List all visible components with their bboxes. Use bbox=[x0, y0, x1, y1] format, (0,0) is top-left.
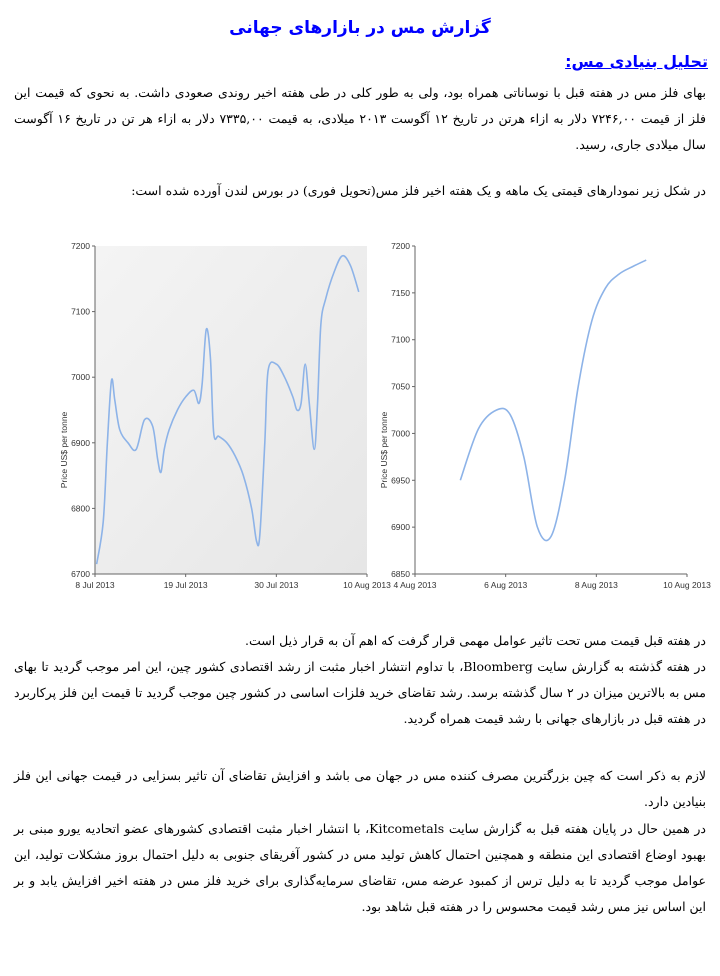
page-title: گزارش مس در بازارهای جهانی bbox=[229, 18, 491, 38]
x-tick-label: 10 Aug 2013 bbox=[663, 580, 711, 590]
y-axis-label: Price US$ per tonne bbox=[379, 411, 389, 489]
y-tick-label: 7100 bbox=[391, 334, 410, 345]
x-tick-label: 8 Aug 2013 bbox=[574, 580, 618, 590]
paragraph-chart-caption: در شکل زیر نمودارهای قیمتی یک ماهه و یک هفته اخیر فلز مس(تحویل فوری) در بورس لندن آورده شده است: bbox=[131, 183, 706, 198]
paragraph-bloomberg: در هفته گذشته به گزارش سایت Bloomberg، با تداوم انتشار اخبار مثبت از رشد اقتصادی کشور چین، این امر موجب گردید تا بهای مس به بالاترین میزان در ۲ سال گذشته برسد. رشد تقاضای خرید فلزات اساسی در کشور چین موجب گردید تا قیمت این فلز پرکاربرد در هفته قبل در بازارهای جهانی با رشد قیمت همراه گردید. bbox=[14, 659, 706, 726]
y-tick-label: 6950 bbox=[391, 475, 410, 486]
weekly-price-chart bbox=[375, 238, 711, 618]
y-tick-label: 7200 bbox=[391, 241, 410, 251]
paragraph-factors-intro: در هفته قبل قیمت مس تحت تاثیر عوامل مهمی قرار گرفت که اهم آن به قرار ذیل است. bbox=[245, 633, 706, 648]
x-tick-label: 19 Jul 2013 bbox=[163, 580, 208, 590]
y-tick-label: 6850 bbox=[391, 569, 410, 579]
x-tick-label: 10 Aug 2013 bbox=[343, 580, 391, 590]
y-tick-label: 6900 bbox=[71, 437, 90, 448]
paragraph-intro: بهای فلز مس در هفته قبل با نوساناتی همراه بود، ولی به طور کلی در طی هفته اخیر روندی صعودی داشت. به نحوی که قیمت این فلز از قیمت ۷۲۴۶,۰۰ دلار به ازاء هرتن در تاریخ ۱۲ آگوست ۲۰۱۳ میلادی، به قیمت ۷۳۳۵,۰۰ دلار به ازاء هر تن در تاریخ ۱۶ آگوست سال میلادی جاری، رسید. bbox=[14, 85, 706, 152]
y-axis-label: Price US$ per tonne bbox=[59, 411, 69, 489]
x-tick-label: 30 Jul 2013 bbox=[254, 580, 299, 590]
y-tick-label: 6700 bbox=[71, 569, 90, 579]
x-tick-label: 8 Jul 2013 bbox=[75, 580, 115, 590]
paragraph-kitcometals: در همین حال در پایان هفته قبل به گزارش سایت Kitcometals، با انتشار اخبار مثبت اقتصادی کشورهای عضو اتحادیه یورو مبنی بر بهبود اوضاع اقتصادی این منطقه و همچنین احتمال کاهش تولید مس در کشور آفریقای جنوبی به دلیل احتمال بروز مشکلات تولید، این عوامل موجب گردید تا به دلیل ترس از کمبود عرضه مس، تقاضای سرمایه‌گذاری برای خرید فلز مس در هفته اخیر افزایش یابد و بر این اساس نیز مس رشد قیمت محسوس را در هفته قبل شاهد بود. bbox=[14, 821, 706, 914]
paragraph-china-demand: لازم به ذکر است که چین بزرگترین مصرف کننده مس در جهان می باشد و افزایش تقاضای آن تاثیر بسزایی در قیمت جهانی این فلز بنیادین دارد. bbox=[14, 768, 706, 809]
y-tick-label: 7050 bbox=[391, 381, 410, 392]
y-tick-label: 7150 bbox=[391, 287, 410, 298]
y-tick-label: 6900 bbox=[391, 522, 410, 533]
section-heading: تحلیل بنیادی مس: bbox=[565, 52, 708, 71]
x-tick-label: 4 Aug 2013 bbox=[393, 580, 437, 590]
y-tick-label: 6800 bbox=[71, 503, 90, 514]
monthly-price-chart bbox=[55, 238, 391, 618]
y-tick-label: 7000 bbox=[71, 372, 90, 383]
price-series-line bbox=[460, 260, 646, 540]
y-tick-label: 7200 bbox=[71, 241, 90, 251]
y-tick-label: 7100 bbox=[71, 306, 90, 317]
x-tick-label: 6 Aug 2013 bbox=[484, 580, 528, 590]
y-tick-label: 7000 bbox=[391, 428, 410, 439]
